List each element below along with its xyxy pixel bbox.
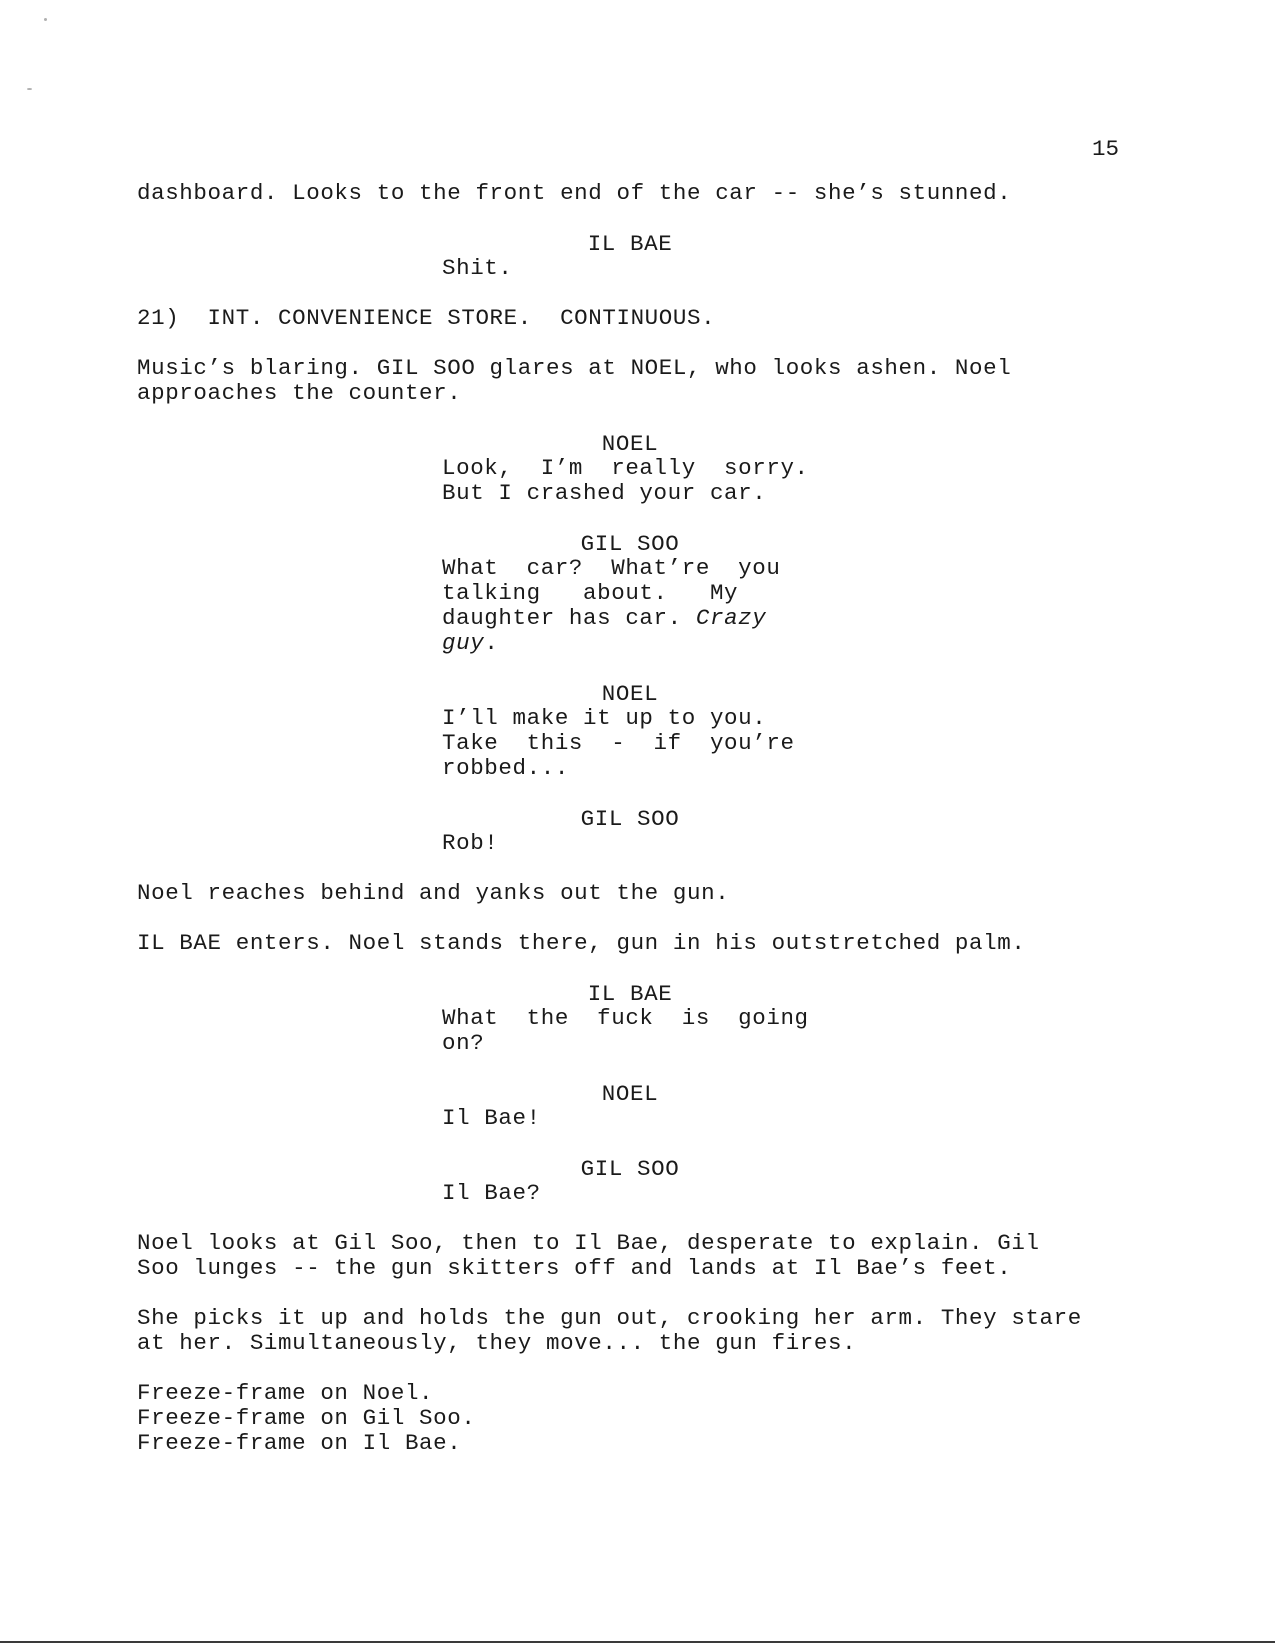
page-bottom-edge	[0, 1641, 1275, 1643]
action-line: at her. Simultaneously, they move... the gun fires.	[137, 1330, 857, 1356]
dialogue-line: talking about. My	[442, 580, 739, 606]
dialogue-line: But I crashed your car.	[442, 480, 767, 506]
dialogue-line: Il Bae?	[442, 1180, 541, 1206]
dialogue-line: What car? What’re you	[442, 555, 781, 581]
dialogue-line	[442, 631, 498, 656]
character-cue: NOEL	[601, 1081, 659, 1107]
dialogue-emphasis: guy	[442, 630, 485, 656]
action-line: approaches the counter.	[137, 380, 462, 406]
dialogue-line: Shit.	[442, 255, 513, 281]
action-line: Noel looks at Gil Soo, then to Il Bae, desperate to explain. Gil	[137, 1230, 1040, 1256]
dialogue-emphasis: Crazy	[695, 605, 767, 631]
action-line: She picks it up and holds the gun out, crooking her arm. They stare	[137, 1305, 1082, 1331]
action-line: dashboard. Looks to the front end of the car -- she’s stunned.	[137, 180, 1012, 206]
character-cue: NOEL	[601, 431, 659, 457]
action-line: Noel reaches behind and yanks out the gun.	[137, 880, 730, 906]
action-line: Freeze-frame on Noel.	[137, 1380, 434, 1406]
character-cue: IL BAE	[587, 231, 673, 257]
dialogue-line: What the fuck is going	[442, 1005, 809, 1031]
scan-speck	[44, 18, 47, 21]
character-cue: GIL SOO	[580, 531, 680, 557]
action-line: Freeze-frame on Il Bae.	[137, 1430, 462, 1456]
page-number: 15	[1092, 136, 1120, 162]
dialogue-line: robbed...	[442, 755, 569, 781]
scan-speck	[27, 88, 32, 90]
dialogue-line: Rob!	[442, 830, 499, 856]
dialogue-line: on?	[442, 1030, 485, 1056]
dialogue-text: .	[484, 630, 499, 656]
dialogue-line: Il Bae!	[442, 1105, 541, 1131]
action-line: Soo lunges -- the gun skitters off and lands at Il Bae’s feet.	[137, 1255, 1012, 1281]
dialogue-line: I’ll make it up to you.	[442, 705, 767, 731]
character-cue: GIL SOO	[580, 806, 680, 832]
dialogue-line	[442, 606, 766, 631]
character-cue: GIL SOO	[580, 1156, 680, 1182]
action-line: Music’s blaring. GIL SOO glares at NOEL, who looks ashen. Noel	[137, 355, 1012, 381]
action-line: Freeze-frame on Gil Soo.	[137, 1405, 476, 1431]
action-line: IL BAE enters. Noel stands there, gun in his outstretched palm.	[137, 930, 1026, 956]
dialogue-text: daughter has car.	[442, 605, 682, 631]
dialogue-line: Look, I’m really sorry.	[442, 455, 809, 481]
scene-heading: 21) INT. CONVENIENCE STORE. CONTINUOUS.	[137, 305, 716, 331]
character-cue: IL BAE	[587, 981, 673, 1007]
character-cue: NOEL	[601, 681, 659, 707]
dialogue-line: Take this - if you’re	[442, 730, 795, 756]
